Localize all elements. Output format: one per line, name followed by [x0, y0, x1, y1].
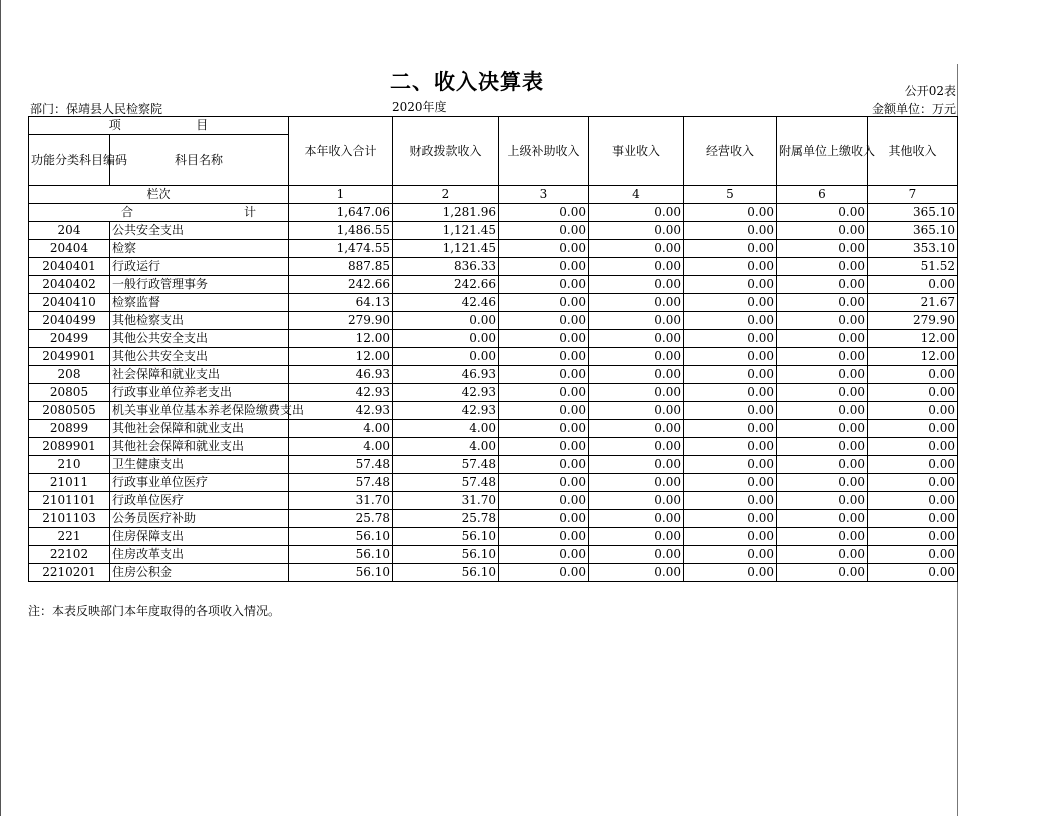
table-row — [29, 438, 958, 456]
row-value: 42.93 — [289, 402, 393, 420]
row-name: 卫生健康支出 — [110, 456, 289, 474]
row-value: 0.00 — [868, 456, 958, 474]
row-value: 56.10 — [289, 546, 393, 564]
row-value: 0.00 — [684, 474, 777, 492]
row-value: 0.00 — [499, 240, 589, 258]
row-code: 20404 — [29, 240, 110, 258]
total-value: 0.00 — [499, 204, 589, 222]
row-value: 1,474.55 — [289, 240, 393, 258]
row-value: 0.00 — [589, 348, 684, 366]
table-row — [29, 474, 958, 492]
row-code: 2040410 — [29, 294, 110, 312]
row-value: 0.00 — [777, 330, 868, 348]
row-value: 836.33 — [393, 258, 499, 276]
row-value: 0.00 — [684, 348, 777, 366]
row-value: 0.00 — [684, 492, 777, 510]
page-left-border — [0, 0, 1, 816]
row-value: 0.00 — [777, 438, 868, 456]
row-value: 57.48 — [289, 474, 393, 492]
row-value: 0.00 — [499, 258, 589, 276]
row-code: 210 — [29, 456, 110, 474]
row-name: 一般行政管理事务 — [110, 276, 289, 294]
row-value: 0.00 — [684, 222, 777, 240]
row-value: 56.10 — [289, 528, 393, 546]
row-value: 64.13 — [289, 294, 393, 312]
table-row — [29, 384, 958, 402]
row-value: 0.00 — [868, 528, 958, 546]
row-value: 0.00 — [499, 402, 589, 420]
row-value: 1,121.45 — [393, 240, 499, 258]
row-value: 31.70 — [289, 492, 393, 510]
line-label: 栏次 — [29, 186, 289, 204]
row-value: 242.66 — [289, 276, 393, 294]
row-value: 0.00 — [393, 312, 499, 330]
footnote: 注：本表反映部门本年度取得的各项收入情况。 — [28, 604, 281, 618]
row-value: 0.00 — [589, 420, 684, 438]
row-name: 行政单位医疗 — [110, 492, 289, 510]
row-name: 检察监督 — [110, 294, 289, 312]
row-value: 0.00 — [684, 402, 777, 420]
row-value: 0.00 — [868, 384, 958, 402]
row-value: 0.00 — [589, 528, 684, 546]
row-value: 0.00 — [589, 294, 684, 312]
row-value: 0.00 — [684, 546, 777, 564]
row-name: 住房公积金 — [110, 564, 289, 582]
row-value: 0.00 — [499, 312, 589, 330]
row-value: 1,121.45 — [393, 222, 499, 240]
row-value: 0.00 — [777, 348, 868, 366]
row-value: 56.10 — [393, 546, 499, 564]
row-value: 0.00 — [499, 492, 589, 510]
row-value: 0.00 — [868, 420, 958, 438]
row-name: 其他社会保障和就业支出 — [110, 420, 289, 438]
line-number: 7 — [868, 186, 958, 204]
row-value: 0.00 — [777, 510, 868, 528]
project-label-right: 目 — [196, 118, 209, 132]
table-row — [29, 330, 958, 348]
row-value: 0.00 — [589, 474, 684, 492]
row-value: 0.00 — [777, 546, 868, 564]
row-value: 0.00 — [684, 330, 777, 348]
table-row — [29, 402, 958, 420]
row-name: 行政事业单位医疗 — [110, 474, 289, 492]
line-number: 2 — [393, 186, 499, 204]
row-value: 0.00 — [589, 456, 684, 474]
row-value: 0.00 — [684, 240, 777, 258]
row-value: 0.00 — [684, 312, 777, 330]
row-value: 0.00 — [777, 384, 868, 402]
row-code: 2049901 — [29, 348, 110, 366]
row-code: 2089901 — [29, 438, 110, 456]
row-value: 0.00 — [868, 402, 958, 420]
col-header-fiscal: 财政拨款收入 — [393, 117, 499, 186]
row-value: 0.00 — [589, 222, 684, 240]
row-name: 社会保障和就业支出 — [110, 366, 289, 384]
row-value: 353.10 — [868, 240, 958, 258]
row-value: 0.00 — [589, 438, 684, 456]
row-value: 0.00 — [589, 564, 684, 582]
row-value: 4.00 — [289, 420, 393, 438]
row-value: 0.00 — [393, 330, 499, 348]
page-title: 二、收入决算表 — [390, 69, 544, 94]
table-row — [29, 258, 958, 276]
row-code: 2040401 — [29, 258, 110, 276]
line-number: 3 — [499, 186, 589, 204]
amount-unit: 金额单位：万元 — [871, 102, 956, 116]
row-value: 31.70 — [393, 492, 499, 510]
col-header-other: 其他收入 — [868, 117, 958, 186]
row-value: 0.00 — [777, 474, 868, 492]
row-value: 0.00 — [777, 312, 868, 330]
row-value: 0.00 — [777, 222, 868, 240]
row-value: 242.66 — [393, 276, 499, 294]
row-code: 204 — [29, 222, 110, 240]
row-name: 公务员医疗补助 — [110, 510, 289, 528]
row-value: 4.00 — [289, 438, 393, 456]
row-value: 0.00 — [499, 564, 589, 582]
table-row — [29, 492, 958, 510]
row-value: 0.00 — [777, 240, 868, 258]
row-value: 0.00 — [777, 456, 868, 474]
row-name: 其他公共安全支出 — [110, 330, 289, 348]
row-value: 0.00 — [589, 546, 684, 564]
row-name: 机关事业单位基本养老保险缴费支出 — [110, 402, 289, 420]
total-value: 0.00 — [589, 204, 684, 222]
row-value: 0.00 — [589, 384, 684, 402]
row-name: 公共安全支出 — [110, 222, 289, 240]
col-header-total: 本年收入合计 — [289, 117, 393, 186]
row-value: 0.00 — [684, 438, 777, 456]
row-value: 0.00 — [499, 384, 589, 402]
table-row — [29, 276, 958, 294]
row-code: 2080505 — [29, 402, 110, 420]
row-value: 0.00 — [868, 492, 958, 510]
row-value: 1,486.55 — [289, 222, 393, 240]
row-value: 0.00 — [777, 258, 868, 276]
row-value: 0.00 — [499, 222, 589, 240]
row-value: 0.00 — [499, 420, 589, 438]
table-row — [29, 312, 958, 330]
row-value: 887.85 — [289, 258, 393, 276]
row-value: 0.00 — [393, 348, 499, 366]
row-value: 0.00 — [868, 438, 958, 456]
row-code: 20499 — [29, 330, 110, 348]
row-value: 0.00 — [499, 546, 589, 564]
row-value: 42.93 — [289, 384, 393, 402]
col-header-name: 科目名称 — [110, 135, 289, 186]
row-code: 20805 — [29, 384, 110, 402]
table-row — [29, 564, 958, 582]
table-row — [29, 240, 958, 258]
form-number: 公开02表 — [904, 84, 956, 98]
row-value: 12.00 — [289, 330, 393, 348]
table-row — [29, 510, 958, 528]
row-value: 0.00 — [868, 510, 958, 528]
row-value: 0.00 — [684, 384, 777, 402]
row-value: 0.00 — [499, 348, 589, 366]
row-value: 0.00 — [499, 366, 589, 384]
row-code: 2210201 — [29, 564, 110, 582]
row-value: 0.00 — [589, 312, 684, 330]
row-value: 0.00 — [777, 420, 868, 438]
row-value: 0.00 — [684, 366, 777, 384]
total-value: 0.00 — [684, 204, 777, 222]
row-value: 0.00 — [499, 294, 589, 312]
row-value: 56.10 — [393, 528, 499, 546]
row-value: 0.00 — [868, 276, 958, 294]
row-value: 0.00 — [777, 402, 868, 420]
total-value: 365.10 — [868, 204, 958, 222]
line-number: 6 — [777, 186, 868, 204]
row-value: 4.00 — [393, 420, 499, 438]
total-value: 0.00 — [777, 204, 868, 222]
row-value: 57.48 — [393, 456, 499, 474]
row-value: 0.00 — [499, 528, 589, 546]
row-value: 12.00 — [289, 348, 393, 366]
table-row — [29, 366, 958, 384]
row-value: 4.00 — [393, 438, 499, 456]
row-value: 42.46 — [393, 294, 499, 312]
col-header-business: 事业收入 — [589, 117, 684, 186]
row-value: 0.00 — [499, 474, 589, 492]
row-code: 20899 — [29, 420, 110, 438]
project-label-left: 项 — [108, 118, 121, 132]
row-value: 25.78 — [393, 510, 499, 528]
row-value: 279.90 — [289, 312, 393, 330]
row-value: 0.00 — [684, 294, 777, 312]
row-value: 57.48 — [393, 474, 499, 492]
line-number: 4 — [589, 186, 684, 204]
row-value: 0.00 — [868, 474, 958, 492]
row-value: 0.00 — [499, 438, 589, 456]
row-value: 0.00 — [499, 330, 589, 348]
line-number: 5 — [684, 186, 777, 204]
row-value: 0.00 — [589, 510, 684, 528]
row-value: 365.10 — [868, 222, 958, 240]
row-code: 22102 — [29, 546, 110, 564]
row-code: 2101103 — [29, 510, 110, 528]
row-code: 221 — [29, 528, 110, 546]
row-value: 0.00 — [777, 564, 868, 582]
row-name: 检察 — [110, 240, 289, 258]
row-value: 12.00 — [868, 348, 958, 366]
row-value: 46.93 — [289, 366, 393, 384]
row-name: 住房保障支出 — [110, 528, 289, 546]
row-value: 42.93 — [393, 384, 499, 402]
table-row — [29, 456, 958, 474]
table-row — [29, 348, 958, 366]
row-value: 0.00 — [589, 402, 684, 420]
table-row — [29, 420, 958, 438]
row-value: 0.00 — [684, 258, 777, 276]
total-value: 1,281.96 — [393, 204, 499, 222]
row-name: 行政运行 — [110, 258, 289, 276]
row-value: 12.00 — [868, 330, 958, 348]
total-row — [29, 204, 958, 222]
row-value: 0.00 — [777, 276, 868, 294]
row-value: 0.00 — [589, 258, 684, 276]
fiscal-year: 2020年度 — [392, 100, 447, 114]
row-code: 2101101 — [29, 492, 110, 510]
row-value: 0.00 — [684, 510, 777, 528]
row-value: 0.00 — [589, 366, 684, 384]
col-header-operating: 经营收入 — [684, 117, 777, 186]
row-value: 51.52 — [868, 258, 958, 276]
total-label-cell — [29, 204, 289, 222]
row-value: 0.00 — [868, 546, 958, 564]
row-value: 0.00 — [499, 276, 589, 294]
department-label: 部门：保靖县人民检察院 — [30, 102, 163, 116]
table-row — [29, 222, 958, 240]
row-value: 0.00 — [499, 510, 589, 528]
income-table — [28, 116, 958, 582]
row-value: 0.00 — [868, 366, 958, 384]
row-value: 56.10 — [289, 564, 393, 582]
row-name: 住房改革支出 — [110, 546, 289, 564]
row-code: 21011 — [29, 474, 110, 492]
total-label-right: 计 — [243, 205, 256, 219]
table-row — [29, 528, 958, 546]
row-value: 0.00 — [589, 330, 684, 348]
total-label-left: 合 — [121, 205, 134, 219]
row-value: 0.00 — [684, 276, 777, 294]
row-value: 0.00 — [777, 492, 868, 510]
total-value: 1,647.06 — [289, 204, 393, 222]
col-header-code: 功能分类科目编码 — [29, 135, 110, 186]
table-row — [29, 546, 958, 564]
row-value: 279.90 — [868, 312, 958, 330]
row-value: 42.93 — [393, 402, 499, 420]
row-value: 0.00 — [589, 492, 684, 510]
row-value: 0.00 — [868, 564, 958, 582]
line-number-row — [29, 186, 958, 204]
row-value: 21.67 — [868, 294, 958, 312]
row-value: 0.00 — [777, 366, 868, 384]
row-name: 行政事业单位养老支出 — [110, 384, 289, 402]
row-value: 0.00 — [777, 528, 868, 546]
row-value: 46.93 — [393, 366, 499, 384]
row-value: 57.48 — [289, 456, 393, 474]
row-value: 0.00 — [589, 240, 684, 258]
row-value: 0.00 — [684, 564, 777, 582]
row-value: 0.00 — [499, 456, 589, 474]
col-header-superior: 上级补助收入 — [499, 117, 589, 186]
project-header-cell — [29, 117, 289, 135]
row-value: 0.00 — [777, 294, 868, 312]
header-row-project — [29, 117, 958, 135]
table-row — [29, 294, 958, 312]
row-value: 0.00 — [684, 420, 777, 438]
row-name: 其他社会保障和就业支出 — [110, 438, 289, 456]
col-header-affiliated: 附属单位上缴收入 — [777, 117, 868, 186]
row-name: 其他检察支出 — [110, 312, 289, 330]
row-name: 其他公共安全支出 — [110, 348, 289, 366]
row-code: 208 — [29, 366, 110, 384]
row-value: 0.00 — [589, 276, 684, 294]
row-value: 25.78 — [289, 510, 393, 528]
row-code: 2040402 — [29, 276, 110, 294]
row-value: 0.00 — [684, 528, 777, 546]
line-number: 1 — [289, 186, 393, 204]
row-value: 0.00 — [684, 456, 777, 474]
row-value: 56.10 — [393, 564, 499, 582]
row-code: 2040499 — [29, 312, 110, 330]
